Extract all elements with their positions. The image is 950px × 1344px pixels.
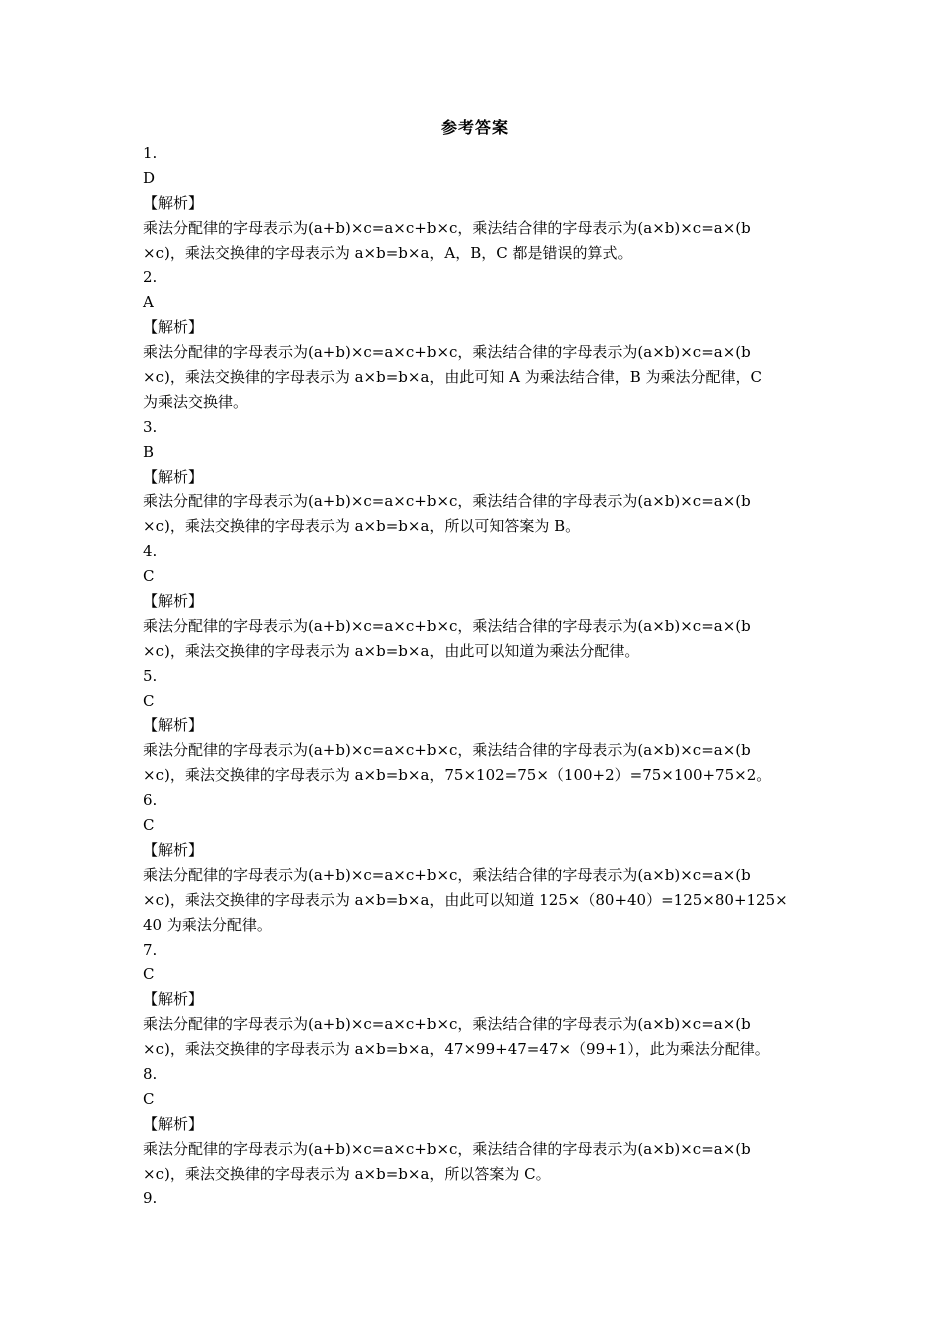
- text-line: 乘法分配律的字母表示为(a+b)×c=a×c+b×c，乘法结合律的字母表示为(a×b)×c=a×(b: [143, 492, 751, 511]
- text-line: 乘法分配律的字母表示为(a+b)×c=a×c+b×c，乘法结合律的字母表示为(a×b)×c=a×(b: [143, 616, 751, 635]
- text-line: 7.: [143, 940, 158, 959]
- text-line: 3.: [143, 417, 158, 436]
- text-line: ×c)，乘法交换律的字母表示为 a×b=b×a，由此可以知道为乘法分配律。: [143, 641, 640, 660]
- text-line: C: [143, 567, 155, 586]
- text-line: 【解析】: [143, 592, 204, 611]
- text-line: 【解析】: [143, 990, 204, 1009]
- text-line: 1.: [143, 144, 158, 162]
- text-line: 【解析】: [143, 318, 204, 337]
- text-line: C: [143, 1089, 155, 1108]
- text-line: D: [143, 168, 156, 187]
- page-title: 参考答案: [440, 118, 509, 137]
- text-line: 5.: [143, 666, 158, 685]
- text-line: 【解析】: [143, 840, 204, 859]
- text-line: ×c)，乘法交换律的字母表示为 a×b=b×a，所以答案为 C。: [143, 1164, 551, 1183]
- text-line: 【解析】: [143, 1114, 204, 1133]
- text-line: ×c)，乘法交换律的字母表示为 a×b=b×a，所以可知答案为 B。: [143, 517, 581, 536]
- text-line: 为乘法交换律。: [143, 392, 249, 411]
- text-line: C: [143, 965, 155, 984]
- text-line: 【解析】: [143, 467, 204, 486]
- text-line: B: [143, 442, 155, 461]
- answer-text-body: [143, 141, 809, 1211]
- text-line: ×c)，乘法交换律的字母表示为 a×b=b×a，由此可以知道 125×（80+40）=125×80+125×: [143, 890, 788, 909]
- text-line: 9.: [143, 1189, 158, 1208]
- text-line: 【解析】: [143, 716, 204, 735]
- text-line: 6.: [143, 791, 158, 810]
- text-line: 乘法分配律的字母表示为(a+b)×c=a×c+b×c，乘法结合律的字母表示为(a×b)×c=a×(b: [143, 1139, 751, 1158]
- text-line: ×c)，乘法交换律的字母表示为 a×b=b×a，75×102=75×（100+2）=75×100+75×2。: [143, 766, 772, 785]
- text-line: 40 为乘法分配律。: [143, 915, 272, 934]
- text-line: ×c)，乘法交换律的字母表示为 a×b=b×a，47×99+47=47×（99+1），此为乘法分配律。: [143, 1040, 770, 1059]
- text-line: 乘法分配律的字母表示为(a+b)×c=a×c+b×c，乘法结合律的字母表示为(a×b)×c=a×(b: [143, 1015, 751, 1034]
- text-line: ×c)，乘法交换律的字母表示为 a×b=b×a，A，B，C 都是错误的算式。: [143, 243, 633, 262]
- text-line: 4.: [143, 542, 158, 561]
- text-line: 乘法分配律的字母表示为(a+b)×c=a×c+b×c，乘法结合律的字母表示为(a×b)×c=a×(b: [143, 343, 751, 362]
- text-line: 乘法分配律的字母表示为(a+b)×c=a×c+b×c，乘法结合律的字母表示为(a×b)×c=a×(b: [143, 865, 751, 884]
- text-line: ×c)，乘法交换律的字母表示为 a×b=b×a，由此可知 A 为乘法结合律，B 为乘法分配律，C: [143, 368, 763, 387]
- text-line: A: [143, 293, 154, 312]
- text-line: 乘法分配律的字母表示为(a+b)×c=a×c+b×c，乘法结合律的字母表示为(a×b)×c=a×(b: [143, 741, 751, 760]
- text-line: C: [143, 691, 155, 710]
- text-line: 【解析】: [143, 193, 204, 212]
- text-line: 2.: [143, 268, 158, 287]
- text-line: 8.: [143, 1064, 158, 1083]
- text-line: 乘法分配律的字母表示为(a+b)×c=a×c+b×c，乘法结合律的字母表示为(a×b)×c=a×(b: [143, 218, 751, 237]
- text-line: C: [143, 816, 155, 835]
